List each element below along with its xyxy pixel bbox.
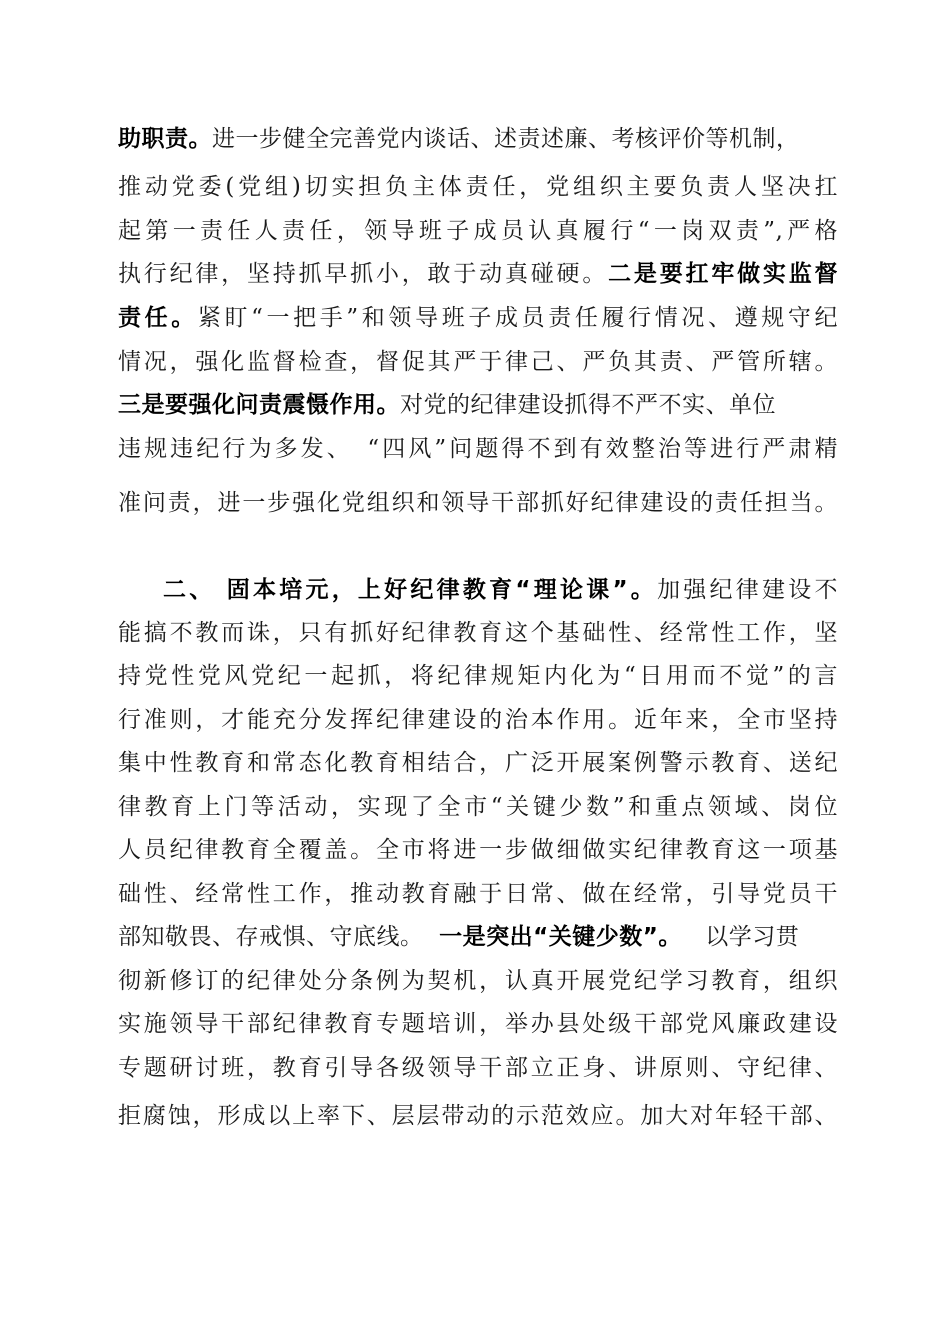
text-line	[118, 705, 838, 735]
text-line	[118, 1053, 838, 1083]
line-text: 紧盯“一把手”和领导班子成员责任履行情况、遵规守纪	[197, 305, 838, 331]
text-line	[118, 792, 838, 822]
line-text: 人员纪律教育全覆盖。全市将进一步做细做实纪律教育这一项基	[118, 837, 838, 863]
text-line	[118, 1101, 838, 1131]
text-line	[118, 835, 838, 865]
line-text: 违规违纪行为多发、 “四风”问题得不到有效整治等进行严肃精	[118, 436, 838, 462]
text-line	[118, 172, 838, 202]
bold-heading: 责任。	[118, 305, 198, 331]
text-line	[118, 748, 838, 778]
line-text: 行准则，才能充分发挥纪律建设的治本作用。近年来，全市坚持	[118, 707, 838, 733]
text-line	[118, 124, 838, 154]
text-line	[118, 618, 838, 648]
line-text: 集中性教育和常态化教育相结合，广泛开展案例警示教育、送纪	[118, 750, 838, 776]
line-text: 拒腐蚀，形成以上率下、层层带动的示范效应。加大对年轻干部、	[118, 1103, 838, 1129]
line-text: 彻新修订的纪律处分条例为契机，认真开展党纪学习教育，组织	[118, 968, 838, 994]
line-text: 准问责，进一步强化党组织和领导干部抓好纪律建设的责任担当。	[118, 490, 838, 516]
line-text: 加强纪律建设不	[657, 577, 839, 603]
line-text: 础性、经常性工作，推动教育融于日常、做在经常，引导党员干	[118, 881, 838, 907]
text-line	[118, 390, 838, 420]
bold-heading: 助职责。	[118, 126, 212, 152]
text-line	[118, 303, 838, 333]
bold-heading: 三是要强化问责震慑作用。	[118, 392, 400, 418]
line-text: 对党的纪律建设抓得不严不实、单位	[400, 392, 776, 418]
line-text: 执行纪律，坚持抓早抓小，敢于动真碰硬。	[118, 261, 609, 287]
line-text: 推动党委(党组)切实担负主体责任，党组织主要负责人坚决扛	[118, 174, 838, 200]
line-text: 以学习贯	[705, 924, 800, 950]
line-text: 情况，强化监督检查，督促其严于律己、严负其责、严管所辖。	[118, 349, 838, 375]
text-line	[118, 347, 838, 377]
text-line	[118, 661, 838, 691]
bold-heading: 二是要扛牢做实监督	[608, 261, 839, 287]
bold-heading: 一是突出“关键少数”。	[439, 924, 682, 950]
line-text: 实施领导干部纪律教育专题培训，举办县处级干部党风廉政建设	[118, 1011, 838, 1037]
text-line	[163, 575, 838, 605]
line-text: 部知敬畏、存戒惧、守底线。	[118, 924, 424, 950]
text-line	[118, 259, 838, 289]
line-text: 律教育上门等活动，实现了全市“关键少数”和重点领域、岗位	[118, 794, 838, 820]
line-text: 专题研讨班，教育引导各级领导干部立正身、讲原则、守纪律、	[118, 1055, 838, 1081]
text-line	[118, 488, 838, 518]
text-line	[118, 966, 838, 996]
bold-heading: 二、 固本培元，上好纪律教育“理论课”。	[163, 577, 658, 603]
line-text: 持党性党风党纪一起抓，将纪律规矩内化为“日用而不觉”的言	[118, 663, 838, 689]
line-text: 起第一责任人责任，领导班子成员认真履行“一岗双责”,严格	[118, 218, 838, 244]
text-line	[118, 922, 838, 952]
line-text: 能搞不教而诛，只有抓好纪律教育这个基础性、经常性工作，坚	[118, 620, 838, 646]
text-line	[118, 879, 838, 909]
text-line	[118, 216, 838, 246]
text-line	[118, 434, 838, 464]
line-text: 进一步健全完善党内谈话、述责述廉、考核评价等机制，	[212, 126, 800, 152]
text-line	[118, 1009, 838, 1039]
